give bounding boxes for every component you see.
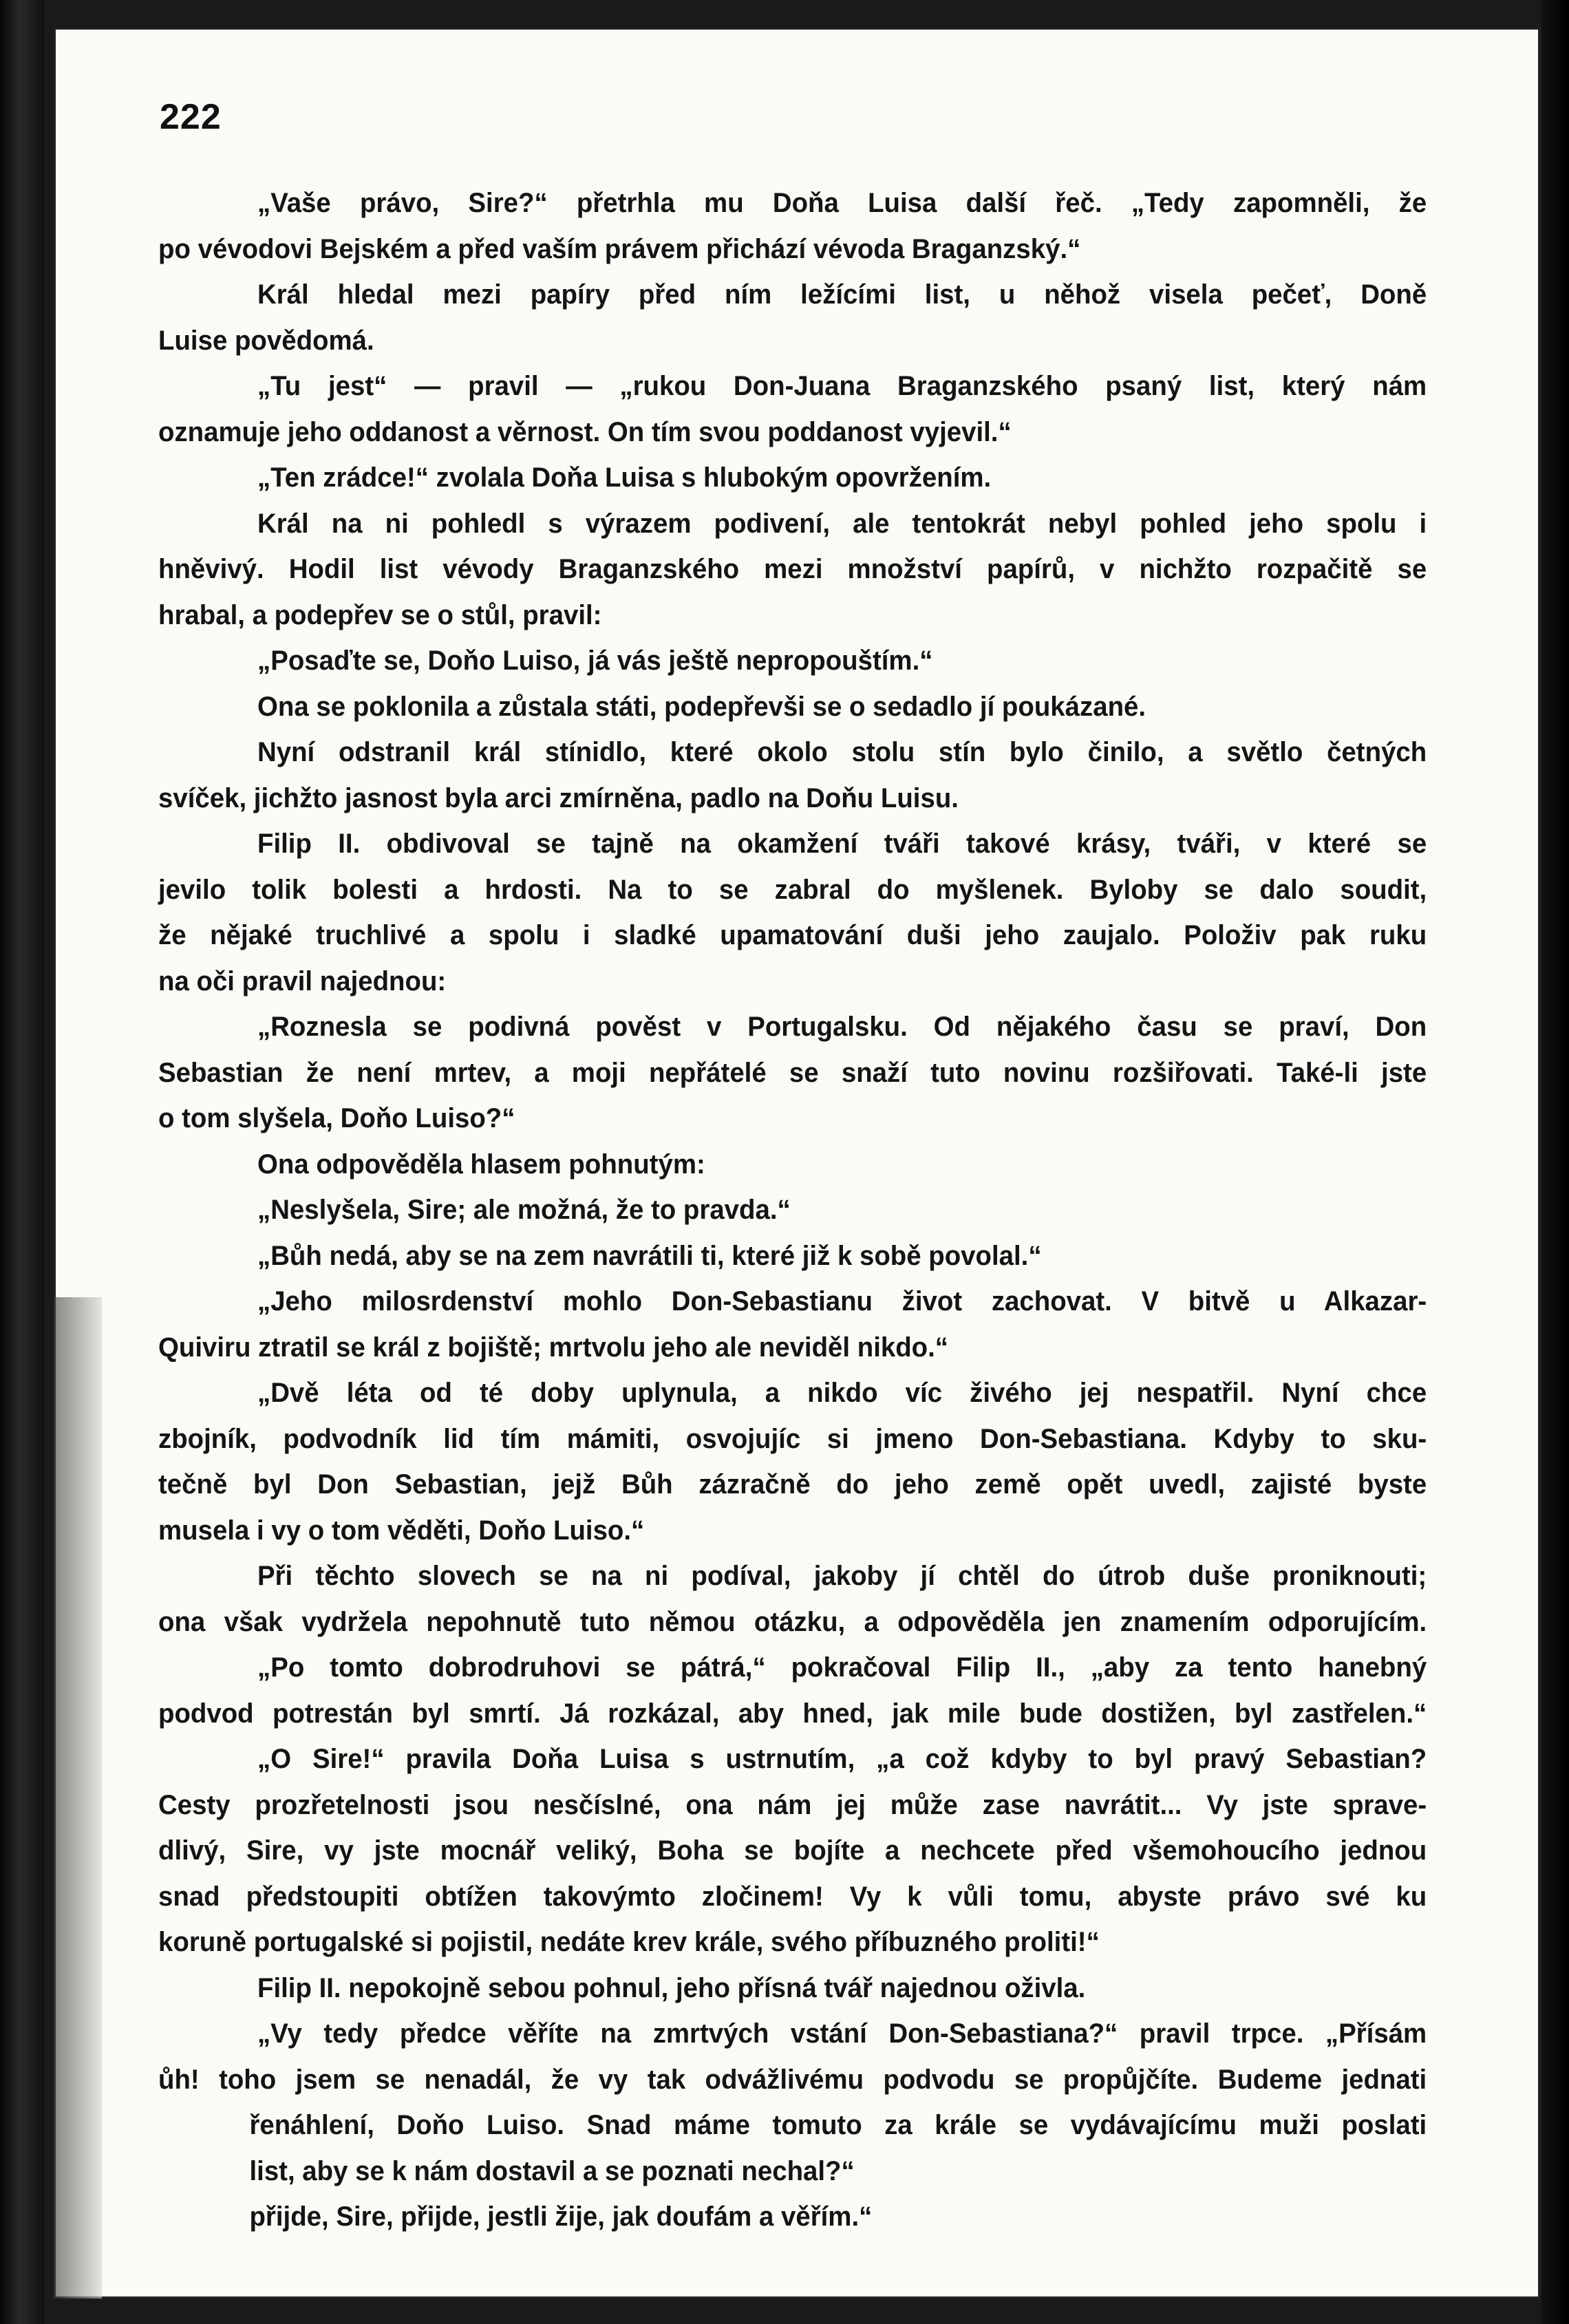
text-line: Filip II. nepokojně sebou pohnul, jeho přísná tvář najednou oživla. [257,1972,1086,2003]
text-line: Při těchto slovech se na ni podíval, jakoby jí chtěl do útrob duše proniknouti; [257,1561,1427,1591]
text-line: Filip II. obdivoval se tajně na okamžení tváři takové krásy, tváři, v které se [257,829,1427,859]
text-line: „Vy tedy předce věříte na zmrtvých vstání Don-Sebastiana?“ pravil trpce. „Přísám [257,2018,1427,2049]
text-line: hněvivý. Hodil list vévody Braganzského mezi množství papírů, v nichžto rozpačitě se [158,554,1427,584]
text-line: snad předstoupiti obtížen takovýmto zločinem! Vy k vůli tomu, abyste právo své ku [158,1881,1427,1912]
text-line: musela i vy o tom věděti, Doňo Luiso.“ [158,1515,645,1546]
body-text [158,180,1427,2240]
text-line: tečně byl Don Sebastian, jejž Bůh zázračně do jeho země opět uvedl, zajisté byste [158,1469,1427,1500]
text-line: „Vaše právo, Sire?“ přetrhla mu Doňa Luisa další řeč. „Tedy zapomněli, že [257,188,1427,218]
text-line: Sebastian že není mrtev, a moji nepřátelé se snaží tuto novinu rozšiřovati. Také-li jste [158,1057,1427,1088]
text-line: „Bůh nedá, aby se na zem navrátili ti, které již k sobě povolal.“ [257,1240,1042,1271]
text-line: ůh! toho jsem se nenadál, že vy tak odvážlivému podvodu se propůjčíte. Budeme jednati [158,2064,1427,2095]
text-line: Král na ni pohledl s výrazem podivení, ale tentokrát nebyl pohled jeho spolu i [257,508,1427,539]
text-line: přijde, Sire, přijde, jestli žije, jak doufám a věřím.“ [249,2202,873,2232]
text-line: Ona se poklonila a zůstala státi, podepřevši se o sedadlo jí poukázané. [257,691,1146,722]
text-line: ona však vydržela nepohnutě tuto němou otázku, a odpověděla jen znamením odporujícím. [158,1606,1427,1637]
text-line: Quiviru ztratil se král z bojiště; mrtvolu jeho ale neviděl nikdo.“ [158,1332,949,1363]
text-line: list, aby se k nám dostavil a se poznati nechal?“ [249,2155,855,2186]
text-line: že nějaké truchlivé a spolu i sladké upamatování duši jeho zaujalo. Položiv pak ruku [158,920,1427,950]
text-line: svíček, jichžto jasnost byla arci zmírněna, padlo na Doňu Luisu. [158,782,959,813]
text-line: zbojník, podvodník lid tím mámiti, osvojujíc si jmeno Don-Sebastiana. Kdyby to sku- [158,1423,1427,1454]
page-number: 222 [160,97,222,137]
text-line: Nyní odstranil král stínidlo, které okolo stolu stín bylo činilo, a světlo četných [257,737,1427,767]
text-line: Luise povědomá. [158,325,374,356]
text-line: o tom slyšela, Doňo Luiso?“ [158,1103,515,1133]
text-line: hrabal, a podepřev se o stůl, pravil: [158,599,602,630]
scan-edge-left [0,0,44,2324]
text-line: podvod potrestán byl smrtí. Já rozkázal, aby hned, jak mile bude dostižen, byl zastřelen.“ [158,1698,1427,1729]
text-line: „O Sire!“ pravila Doňa Luisa s ustrnutím, „a což kdyby to byl pravý Sebastian? [257,1744,1427,1774]
text-line: jevilo tolik bolesti a hrdosti. Na to se zabral do myšlenek. Byloby se dalo soudit, [158,874,1427,905]
text-line: po vévodovi Bejském a před vaším právem přichází vévoda Braganzský.“ [158,233,1081,264]
text-line: „Dvě léta od té doby uplynula, a nikdo víc živého jej nespatřil. Nyní chce [257,1378,1427,1408]
text-line: řenáhlení, Doňo Luiso. Snad máme tomuto za krále se vydávajícímu muži poslati [249,2110,1427,2140]
text-line: Cesty prozřetelnosti jsou nesčíslné, ona nám jej může zase navrátit... Vy jste sprave- [158,1789,1427,1820]
text-line: „Tu jest“ — pravil — „rukou Don-Juana Braganzského psaný list, který nám [257,371,1427,401]
page-fold [54,1297,102,2299]
text-line: „Ten zrádce!“ zvolala Doňa Luisa s hlubokým opovržením. [257,462,992,493]
text-line: na oči pravil najednou: [158,966,447,996]
text-line: Král hledal mezi papíry před ním ležícími list, u něhož visela pečeť, Doně [257,279,1427,310]
text-line: „Jeho milosrdenství mohlo Don-Sebastianu život zachovat. V bitvě u Alkazar- [257,1286,1427,1316]
text-line: „Posaďte se, Doňo Luiso, já vás ještě nepropouštím.“ [257,646,933,676]
text-line: „Po tomto dobrodruhovi se pátrá,“ pokračoval Filip II., „aby za tento hanebný [257,1652,1427,1683]
text-line: koruně portugalské si pojistil, nedáte krev krále, svého příbuzného proliti!“ [158,1927,1100,1957]
text-line: dlivý, Sire, vy jste mocnář veliký, Boha se bojíte a nechcete před všemohoucího jednou [158,1835,1427,1866]
text-line: oznamuje jeho oddanost a věrnost. On tím svou poddanost vyjevil.“ [158,416,1012,447]
text-line: Ona odpověděla hlasem pohnutým: [257,1149,705,1180]
text-line: „Roznesla se podivná pověst v Portugalsku. Od nějakého času se praví, Don [257,1012,1427,1042]
text-line: „Neslyšela, Sire; ale možná, že to pravda.“ [257,1195,791,1225]
scan-edge-right [1541,0,1569,2324]
